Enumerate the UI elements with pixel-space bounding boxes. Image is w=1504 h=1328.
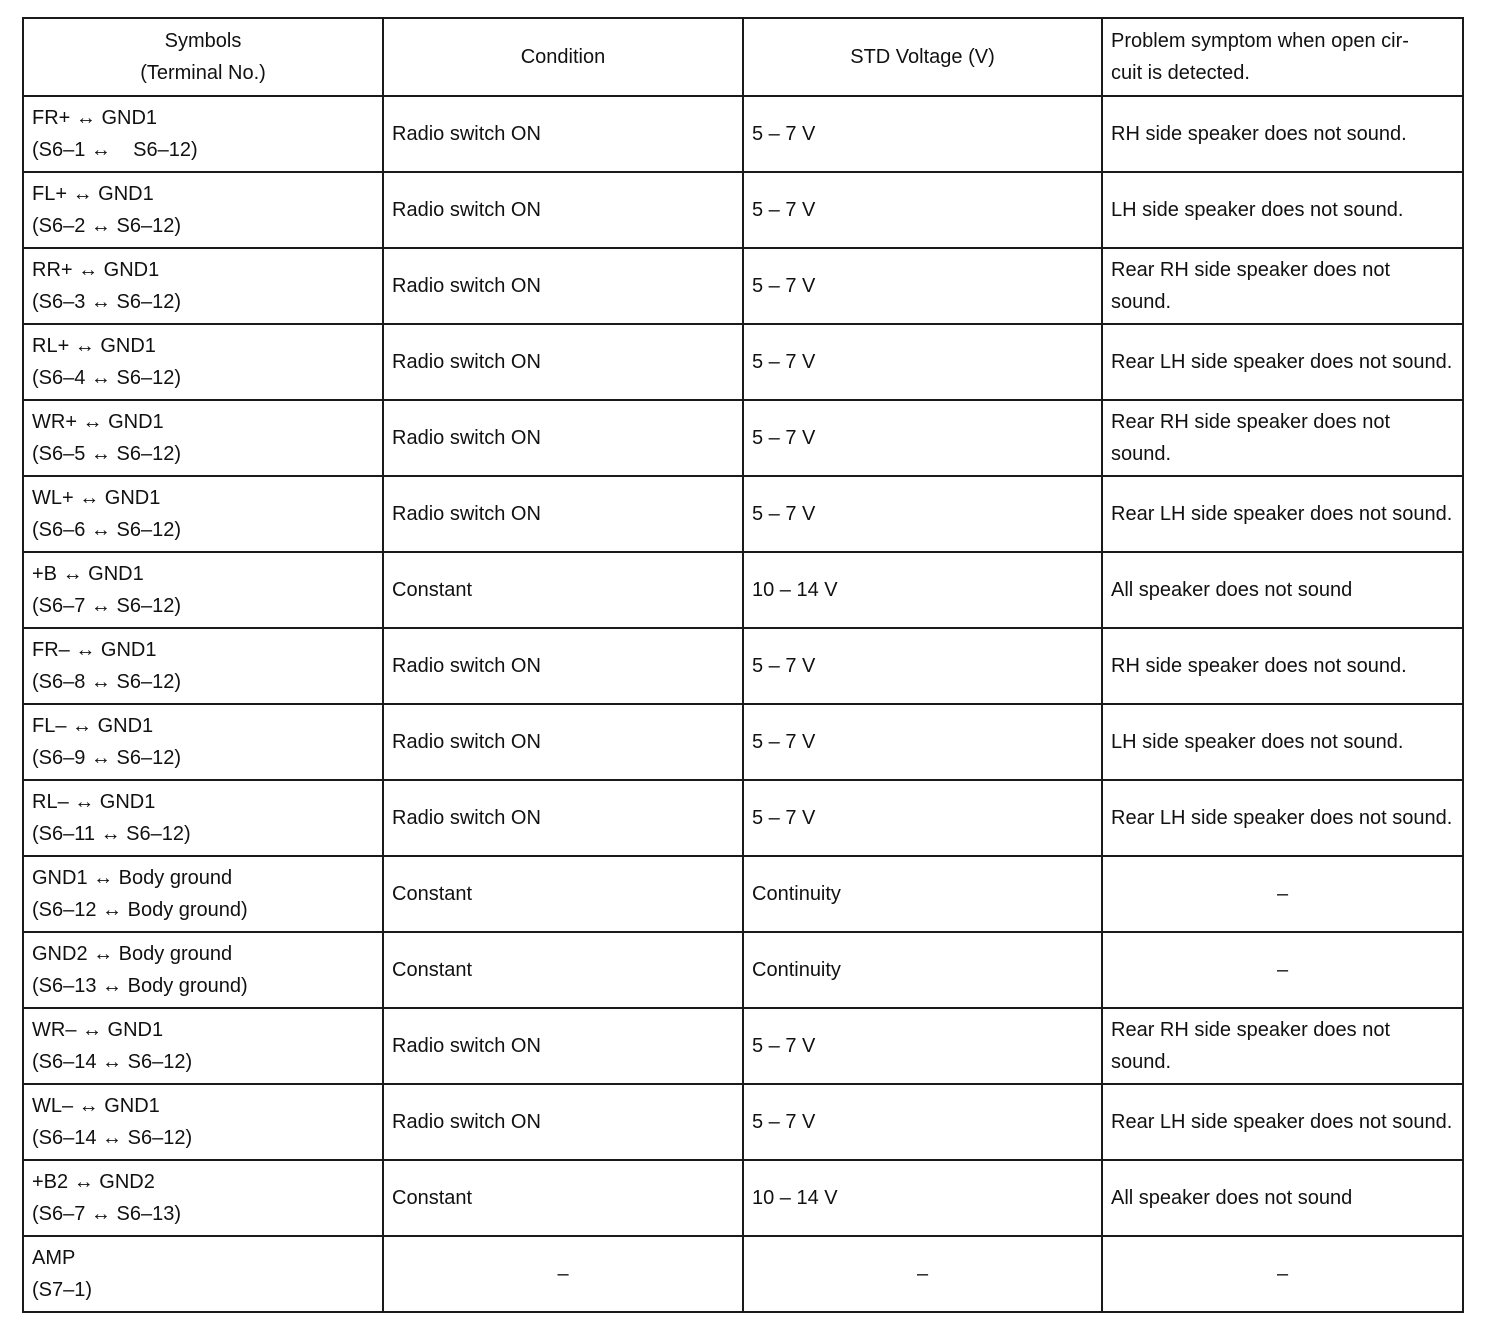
cell-symbols <box>23 96 383 172</box>
cell-condition: Radio switch ON <box>383 1008 743 1084</box>
cell-problem-symptom <box>1102 932 1463 1008</box>
cell-std-voltage: 5 – 7 V <box>743 780 1102 856</box>
cell-condition: Constant <box>383 932 743 1008</box>
cell-symbols <box>23 400 383 476</box>
symbol-text: FR– ↔ GND1 <box>32 639 157 661</box>
terminal-text: (S6–13 ↔ Body ground) <box>32 975 248 997</box>
cell-condition: Radio switch ON <box>383 400 743 476</box>
cell-condition: Radio switch ON <box>383 780 743 856</box>
cell-problem-symptom <box>1102 704 1463 780</box>
cell-symbols <box>23 780 383 856</box>
header-problem-line1: Problem symptom when open cir- <box>1111 30 1409 52</box>
cell-symbols <box>23 1084 383 1160</box>
terminal-text: (S6–1 ↔ S6–12) <box>32 139 198 161</box>
header-std-voltage: STD Voltage (V) <box>743 18 1102 96</box>
table-row <box>23 172 1463 248</box>
cell-std-voltage: 5 – 7 V <box>743 324 1102 400</box>
symbol-text: GND1 ↔ Body ground <box>32 867 233 889</box>
table-row <box>23 704 1463 780</box>
problem-text: RH side speaker does not sound. <box>1111 655 1407 677</box>
cell-condition: Radio switch ON <box>383 704 743 780</box>
cell-condition: Radio switch ON <box>383 324 743 400</box>
problem-text: LH side speaker does not sound. <box>1111 199 1404 221</box>
symbol-text: +B ↔ GND1 <box>32 563 144 585</box>
symbol-text: AMP <box>32 1247 76 1269</box>
cell-condition: – <box>383 1236 743 1312</box>
table-row <box>23 780 1463 856</box>
problem-text: Rear LH side speaker does not sound. <box>1111 1111 1453 1133</box>
symbol-text: FL+ ↔ GND1 <box>32 183 154 205</box>
cell-std-voltage: 5 – 7 V <box>743 476 1102 552</box>
table-row <box>23 96 1463 172</box>
cell-problem-symptom <box>1102 1084 1463 1160</box>
table-row <box>23 628 1463 704</box>
symbol-text: WL– ↔ GND1 <box>32 1095 160 1117</box>
terminal-text: (S6–7 ↔ S6–13) <box>32 1203 181 1225</box>
cell-problem-symptom <box>1102 324 1463 400</box>
header-problem-symptom <box>1102 18 1463 96</box>
cell-symbols <box>23 1160 383 1236</box>
symbol-text: WR+ ↔ GND1 <box>32 411 164 433</box>
problem-text: Rear RH side speaker does not sound. <box>1111 1019 1391 1073</box>
problem-text: – <box>1276 959 1289 981</box>
symbol-text: GND2 ↔ Body ground <box>32 943 233 965</box>
table-row <box>23 1084 1463 1160</box>
symbol-text: RL+ ↔ GND1 <box>32 335 156 357</box>
symbol-text: WR– ↔ GND1 <box>32 1019 164 1041</box>
terminal-text: (S6–12 ↔ Body ground) <box>32 899 248 921</box>
cell-symbols <box>23 248 383 324</box>
cell-std-voltage: Continuity <box>743 932 1102 1008</box>
problem-text: Rear RH side speaker does not sound. <box>1111 259 1391 313</box>
table-row <box>23 1236 1463 1312</box>
table-row <box>23 856 1463 932</box>
cell-std-voltage: 5 – 7 V <box>743 400 1102 476</box>
header-symbols-line1: Symbols <box>164 30 242 52</box>
problem-text: Rear LH side speaker does not sound. <box>1111 503 1453 525</box>
cell-condition: Radio switch ON <box>383 628 743 704</box>
cell-std-voltage: 5 – 7 V <box>743 628 1102 704</box>
symbol-text: +B2 ↔ GND2 <box>32 1171 155 1193</box>
terminal-text: (S7–1) <box>32 1279 93 1301</box>
table-row <box>23 1008 1463 1084</box>
cell-std-voltage: 5 – 7 V <box>743 1084 1102 1160</box>
cell-problem-symptom <box>1102 780 1463 856</box>
cell-std-voltage: 5 – 7 V <box>743 1008 1102 1084</box>
cell-problem-symptom <box>1102 1236 1463 1312</box>
cell-problem-symptom <box>1102 172 1463 248</box>
cell-problem-symptom <box>1102 400 1463 476</box>
cell-std-voltage: 10 – 14 V <box>743 552 1102 628</box>
problem-text: – <box>1276 883 1289 905</box>
table-body <box>23 96 1463 1312</box>
problem-text: – <box>1276 1263 1289 1285</box>
terminal-text: (S6–4 ↔ S6–12) <box>32 367 181 389</box>
header-symbols-line2: (Terminal No.) <box>140 62 266 84</box>
cell-std-voltage: – <box>743 1236 1102 1312</box>
cell-problem-symptom <box>1102 628 1463 704</box>
problem-text: All speaker does not sound <box>1111 1187 1353 1209</box>
problem-text: All speaker does not sound <box>1111 579 1353 601</box>
cell-problem-symptom <box>1102 1160 1463 1236</box>
symbol-text: FR+ ↔ GND1 <box>32 107 158 129</box>
terminal-text: (S6–9 ↔ S6–12) <box>32 747 181 769</box>
cell-std-voltage: Continuity <box>743 856 1102 932</box>
terminal-text: (S6–3 ↔ S6–12) <box>32 291 181 313</box>
cell-symbols <box>23 856 383 932</box>
header-problem-line2: cuit is detected. <box>1111 62 1250 84</box>
cell-problem-symptom <box>1102 552 1463 628</box>
table-row <box>23 476 1463 552</box>
cell-problem-symptom <box>1102 1008 1463 1084</box>
terminal-text: (S6–5 ↔ S6–12) <box>32 443 181 465</box>
cell-symbols <box>23 552 383 628</box>
cell-std-voltage: 10 – 14 V <box>743 1160 1102 1236</box>
table-row <box>23 248 1463 324</box>
table-header <box>23 18 1463 96</box>
symbol-text: RR+ ↔ GND1 <box>32 259 160 281</box>
cell-symbols <box>23 1236 383 1312</box>
cell-condition: Radio switch ON <box>383 248 743 324</box>
header-symbols <box>23 18 383 96</box>
symbol-text: WL+ ↔ GND1 <box>32 487 161 509</box>
cell-symbols <box>23 324 383 400</box>
table-row <box>23 1160 1463 1236</box>
terminal-voltage-table-sheet <box>22 17 1462 1313</box>
problem-text: RH side speaker does not sound. <box>1111 123 1407 145</box>
terminal-text: (S6–14 ↔ S6–12) <box>32 1051 193 1073</box>
terminal-voltage-table <box>22 17 1464 1313</box>
table-row <box>23 400 1463 476</box>
terminal-text: (S6–8 ↔ S6–12) <box>32 671 181 693</box>
cell-condition: Radio switch ON <box>383 172 743 248</box>
cell-problem-symptom <box>1102 476 1463 552</box>
cell-std-voltage: 5 – 7 V <box>743 248 1102 324</box>
cell-symbols <box>23 628 383 704</box>
table-row <box>23 552 1463 628</box>
cell-condition: Radio switch ON <box>383 96 743 172</box>
symbol-text: RL– ↔ GND1 <box>32 791 156 813</box>
symbol-text: FL– ↔ GND1 <box>32 715 154 737</box>
cell-condition: Radio switch ON <box>383 476 743 552</box>
table-row <box>23 932 1463 1008</box>
problem-text: Rear RH side speaker does not sound. <box>1111 411 1391 465</box>
header-condition: Condition <box>383 18 743 96</box>
cell-symbols <box>23 172 383 248</box>
terminal-text: (S6–11 ↔ S6–12) <box>32 823 191 845</box>
table-row <box>23 324 1463 400</box>
cell-condition: Constant <box>383 856 743 932</box>
cell-std-voltage: 5 – 7 V <box>743 96 1102 172</box>
cell-symbols <box>23 932 383 1008</box>
cell-condition: Constant <box>383 1160 743 1236</box>
problem-text: Rear LH side speaker does not sound. <box>1111 351 1453 373</box>
terminal-text: (S6–2 ↔ S6–12) <box>32 215 181 237</box>
header-row <box>23 18 1463 96</box>
cell-condition: Constant <box>383 552 743 628</box>
cell-problem-symptom <box>1102 96 1463 172</box>
terminal-text: (S6–6 ↔ S6–12) <box>32 519 181 541</box>
cell-condition: Radio switch ON <box>383 1084 743 1160</box>
terminal-text: (S6–14 ↔ S6–12) <box>32 1127 193 1149</box>
cell-symbols <box>23 704 383 780</box>
cell-std-voltage: 5 – 7 V <box>743 704 1102 780</box>
cell-symbols <box>23 476 383 552</box>
cell-symbols <box>23 1008 383 1084</box>
cell-problem-symptom <box>1102 248 1463 324</box>
problem-text: LH side speaker does not sound. <box>1111 731 1404 753</box>
terminal-text: (S6–7 ↔ S6–12) <box>32 595 181 617</box>
problem-text: Rear LH side speaker does not sound. <box>1111 807 1453 829</box>
cell-std-voltage: 5 – 7 V <box>743 172 1102 248</box>
cell-problem-symptom <box>1102 856 1463 932</box>
